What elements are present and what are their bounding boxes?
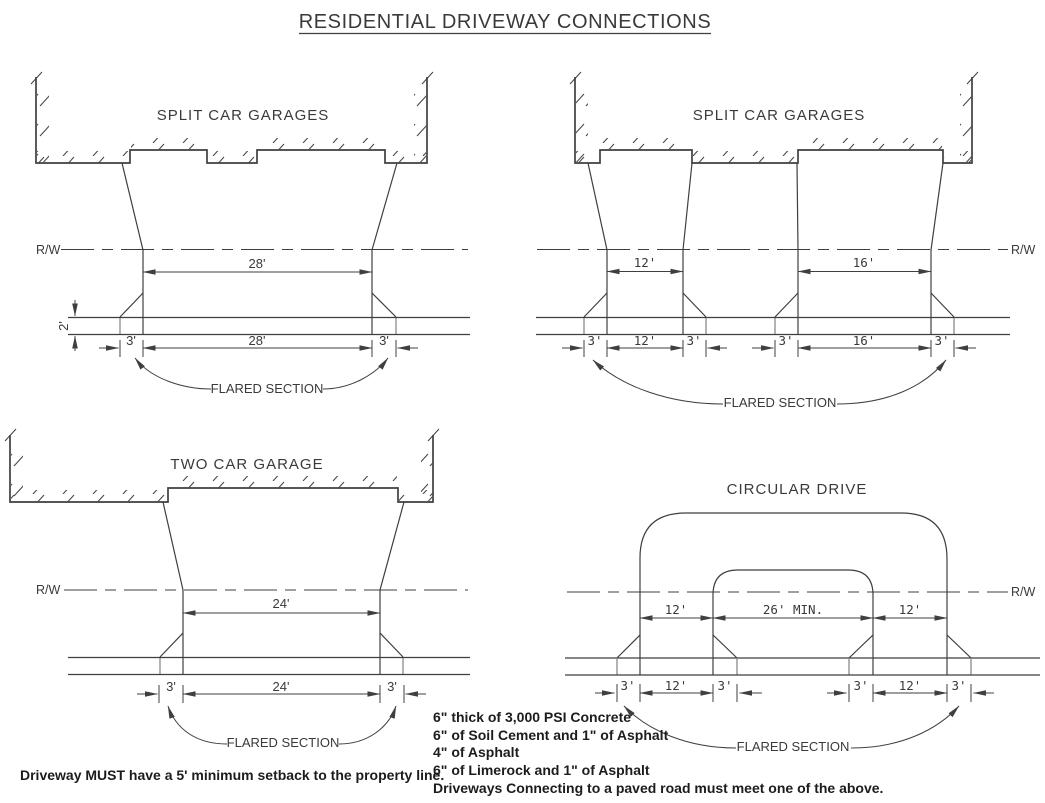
- dim-text-3ft: 3': [853, 678, 869, 693]
- rw-label: R/W: [1011, 243, 1036, 257]
- wall-hatching: [960, 78, 972, 162]
- wall-hatching: [576, 151, 599, 163]
- dim-text-12ft-left: 12': [664, 602, 688, 617]
- driveway-taper-edges: [122, 163, 397, 250]
- wall-hatching: [11, 490, 167, 502]
- wall-hatching: [399, 490, 432, 502]
- flare-edges: [120, 293, 396, 317]
- flared-section-label: FLARED SECTION: [210, 381, 324, 396]
- dim-text-12ft-bottom: 12': [633, 333, 657, 348]
- dim-text-12ft-right: 12': [898, 602, 922, 617]
- spec-line-concrete: 6" thick of 3,000 PSI Concrete: [433, 709, 632, 725]
- dim-text-3ft-right: 3': [379, 333, 389, 348]
- dim-text-28ft-top: 28': [248, 256, 266, 271]
- dim-text-3ft-right: 3': [387, 679, 397, 694]
- spec-line-limerock: 6" of Limerock and 1" of Asphalt: [433, 762, 650, 778]
- flared-section-label: FLARED SECTION: [226, 735, 340, 750]
- dim-text-3ft: 3': [686, 333, 702, 348]
- dim-text-26ft-min: 26' MIN.: [762, 602, 824, 617]
- dim-text-12ft-road: 12': [898, 678, 922, 693]
- wall-hatching: [169, 476, 397, 488]
- wall-hatching: [601, 138, 691, 150]
- flare-edges: [160, 633, 403, 657]
- split-right-title: SPLIT CAR GARAGES: [692, 107, 866, 124]
- wall-hatching: [37, 151, 129, 163]
- dim-text-3ft: 3': [778, 333, 794, 348]
- spec-line-asphalt: 4" of Asphalt: [433, 744, 520, 760]
- dim-text-28ft-bottom: 28': [248, 333, 266, 348]
- flared-leader-right: [837, 360, 946, 404]
- flared-leader-right: [339, 706, 396, 744]
- diagram-circular-drive: [565, 481, 1040, 754]
- circular-title: CIRCULAR DRIVE: [726, 481, 868, 498]
- wall-hatching: [386, 151, 426, 163]
- flared-leader-left: [168, 706, 227, 744]
- dim-text-24ft-bottom: 24': [272, 679, 290, 694]
- main-title-group: [299, 11, 712, 34]
- dim-text-3ft: 3': [951, 678, 967, 693]
- diagram-split-garages-left: [31, 72, 470, 396]
- wall-hatching: [37, 78, 49, 162]
- wall-hatching: [258, 138, 384, 150]
- flare-foot-ticks: [617, 659, 971, 675]
- rw-label: R/W: [1011, 585, 1036, 599]
- rw-label: R/W: [36, 243, 61, 257]
- wall-hatching: [131, 138, 206, 150]
- dim-text-12ft-top: 12': [633, 255, 657, 270]
- dim-text-3ft: 3': [620, 678, 636, 693]
- dim-text-3ft: 3': [717, 678, 733, 693]
- dim-text-2ft-curb: 2': [56, 321, 71, 331]
- wall-hatching: [414, 78, 426, 162]
- split-left-title: SPLIT CAR GARAGES: [156, 107, 330, 124]
- dim-text-12ft-road: 12': [664, 678, 688, 693]
- wall-hatching: [208, 151, 256, 163]
- wall-hatching: [799, 138, 942, 150]
- spec-line-requirement: Driveways Connecting to a paved road must meet one of the above.: [433, 780, 884, 796]
- diagram-two-car-garage: [5, 429, 470, 783]
- driveway-taper-edges: [163, 502, 404, 590]
- wall-hatching: [693, 151, 797, 163]
- dim-text-3ft: 3': [587, 333, 603, 348]
- page-title: RESIDENTIAL DRIVEWAY CONNECTIONS: [298, 11, 712, 33]
- two-car-title: TWO CAR GARAGE: [170, 456, 324, 473]
- flared-leader-right: [851, 706, 959, 748]
- wall-hatching: [576, 78, 588, 162]
- flared-leader-left: [593, 360, 723, 404]
- flare-edges: [617, 635, 971, 658]
- flare-edges: [584, 293, 954, 317]
- diagram-split-garages-right: [536, 72, 1036, 410]
- flared-section-label: FLARED SECTION: [736, 739, 850, 754]
- dim-text-24ft-top: 24': [272, 596, 290, 611]
- rw-label: R/W: [36, 583, 61, 597]
- flared-leader-left: [135, 358, 211, 389]
- dim-text-3ft: 3': [934, 333, 950, 348]
- setback-note: Driveway MUST have a 5' minimum setback to the property line.: [20, 767, 445, 783]
- flared-leader-right: [323, 358, 388, 389]
- dim-text-3ft-left: 3': [166, 679, 176, 694]
- dim-text-16ft-bottom: 16': [852, 333, 876, 348]
- circular-outer-loop: [640, 513, 947, 675]
- dim-text-16ft-top: 16': [852, 255, 876, 270]
- driveway-taper-edges: [588, 163, 943, 250]
- dim-text-3ft-left: 3': [126, 333, 136, 348]
- flared-section-label: FLARED SECTION: [723, 395, 837, 410]
- spec-line-soil-cement: 6" of Soil Cement and 1" of Asphalt: [433, 727, 669, 743]
- wall-hatching: [944, 151, 971, 163]
- flare-foot-ticks: [584, 318, 954, 334]
